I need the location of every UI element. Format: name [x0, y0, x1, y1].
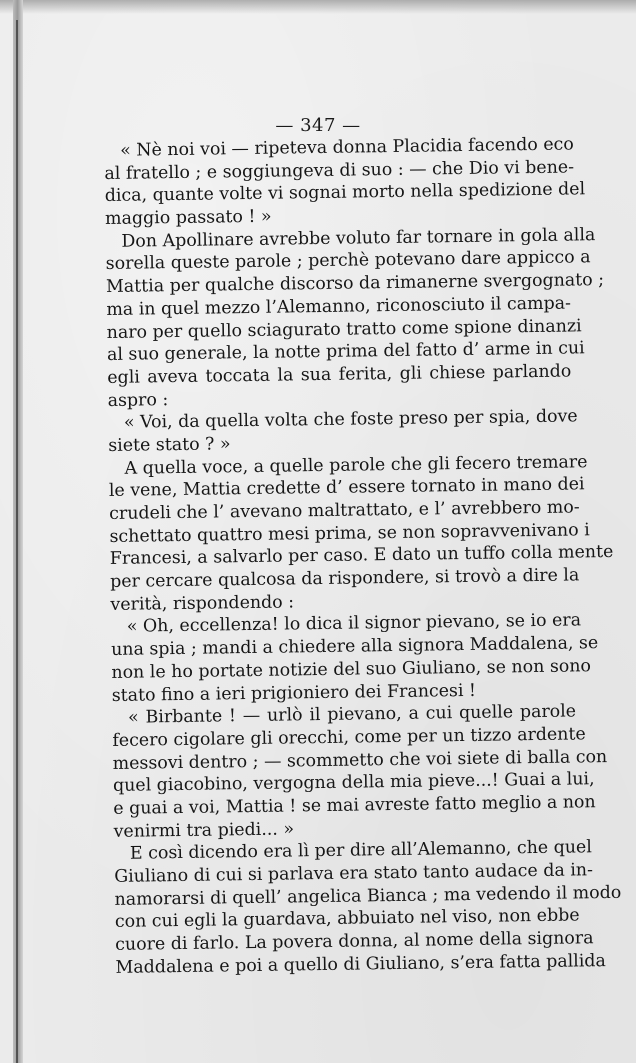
- text-line: aspro :: [107, 389, 169, 411]
- binding-edge: [13, 0, 23, 1063]
- text-line: E così dicendo era lì per dire all’Alemanno, che quel: [129, 837, 592, 865]
- text-line: Don Apollinare avrebbe voluto far tornare in gola alla: [121, 224, 596, 252]
- page-number: — 347 —: [275, 115, 361, 136]
- text-line: namorarsi di quell’ angelica Bianca ; ma vedendo il modo: [114, 882, 622, 910]
- text-line: « Voi, da quella volta che foste preso per spia, dove: [123, 406, 578, 433]
- text-line: cuore di farlo. La povera donna, al nome della signora: [115, 928, 594, 955]
- text-line: fecero cigolare gli orecchi, come per un tizzo ardente: [112, 724, 586, 751]
- binding-line: [16, 20, 18, 1063]
- text-line: schettato quattro mesi prima, se non sopravvenivano i: [109, 519, 590, 547]
- text-line: siete stato ? »: [108, 434, 231, 456]
- text-line: « Oh, eccellenza! lo dica il signor pievano, se io era: [126, 610, 582, 638]
- text-line: Mattia per qualche discorso da rimanerne svergognato ;: [105, 270, 605, 298]
- text-line: verità, rispondendo :: [110, 592, 295, 615]
- text-line: maggio passato ! »: [104, 206, 272, 230]
- text-line: egli aveva toccata la sua ferita, gli chiese parlando: [107, 361, 572, 388]
- text-line: una spia ; mandi a chiedere alla signora Maddalena, se: [110, 633, 599, 661]
- text-line: al suo generale, la notte prima del fatto d’ arme in cui: [106, 338, 585, 366]
- text-line: venirmi tra piedi... »: [113, 819, 295, 842]
- text-line: sorella queste parole ; perchè potevano dare appicco a: [105, 247, 591, 275]
- text-line: « Birbante ! — urlò il pievano, a cui quelle parole: [127, 701, 577, 728]
- text-line: stato fino a ieri prigioniero dei Francesi !: [111, 680, 477, 706]
- text-line: non le ho portate notizie del suo Giuliano, se non sono: [111, 656, 592, 683]
- scan-top-shadow: [0, 0, 636, 14]
- text-line: le vene, Mattia credette d’ essere tornato in mano dei: [108, 474, 585, 502]
- text-line: Francesi, a salvarlo per caso. E dato un tuffo colla mente: [109, 542, 614, 570]
- text-line: quel giacobino, vergogna della mia pieve...! Guai a lui,: [112, 769, 595, 797]
- text-line: Giuliano di cui si parlava era stato tanto audace da in-: [114, 860, 594, 887]
- text-line: messovi dentro ; — scommetto che voi siete di balla con: [112, 746, 608, 774]
- text-line: crudeli che l’ avevano maltrattato, e l’ avrebbero mo-: [109, 497, 580, 524]
- text-line: al fratello ; e soggiungeva di suo : — che Dio vi bene-: [104, 157, 575, 184]
- text-line: ma in quel mezzo l’Alemanno, riconosciuto il campa-: [106, 293, 572, 320]
- text-line: con cui egli la guardava, abbuiato nel viso, non ebbe: [114, 905, 580, 933]
- text-line: dica, quante volte vi sognai morto nella spedizione del: [104, 179, 586, 207]
- text-line: Maddalena e poi a quello di Giuliano, s’era fatta pallida: [115, 950, 606, 978]
- text-line: naro per quello sciagurato tratto come spione dinanzi: [106, 315, 582, 343]
- text-line: « Nè noi voi — ripeteva donna Placidia facendo eco: [120, 134, 574, 161]
- text-line: per cercare qualcosa da rispondere, si trovò a dire la: [110, 565, 580, 593]
- body-text: [104, 134, 622, 980]
- text-line: e guai a voi, Mattia ! se mai avreste fatto meglio a non: [113, 792, 596, 819]
- text-line: A quella voce, a quelle parole che gli fecero tremare: [124, 451, 588, 479]
